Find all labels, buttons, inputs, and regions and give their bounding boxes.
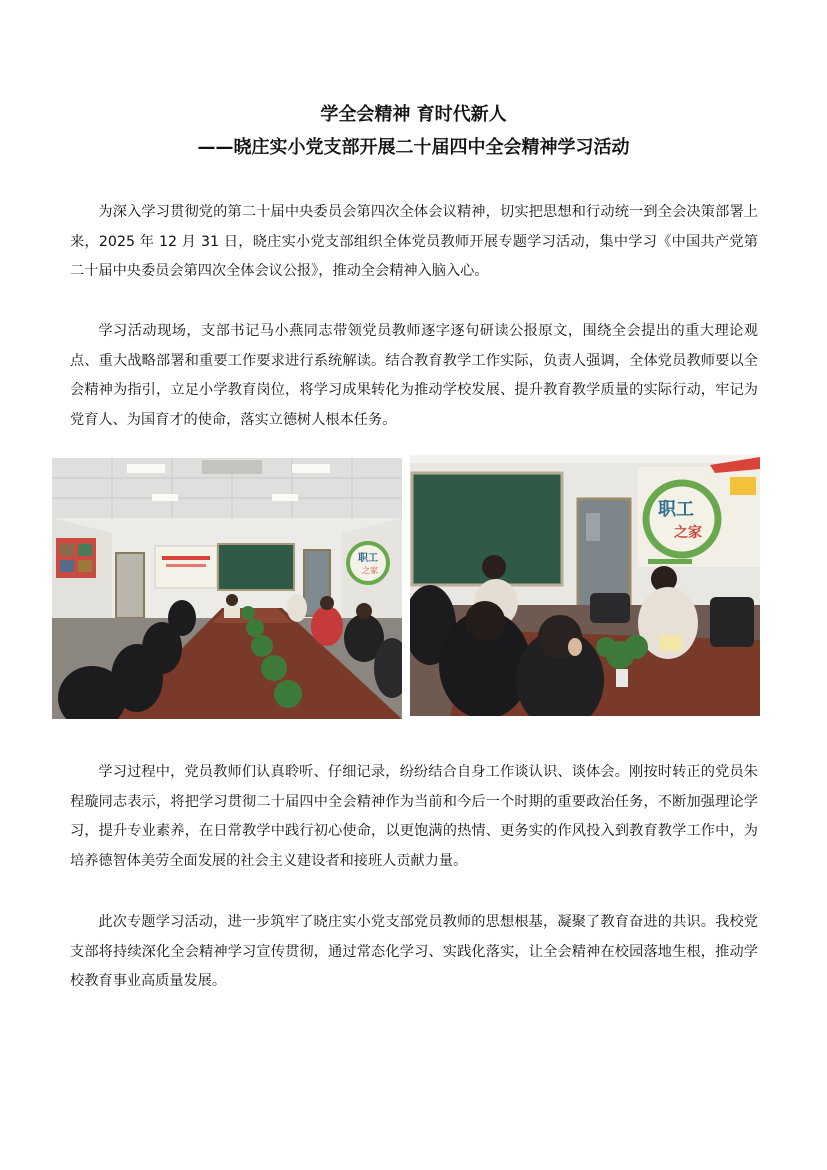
meeting-photo-2 (410, 455, 760, 716)
page-title-line1: 学全会精神 育时代新人 (320, 104, 507, 125)
meeting-photo-1 (52, 458, 402, 719)
paragraph-1: 为深入学习贯彻党的第二十届中央委员会第四次全体会议精神，切实把思想和行动统一到全会决策部署上来，2025 年 12 月 31 日，晓庄实小党支部组织全体党员教师开展专题学习活动，集中学习《中国共产党第二十届中央委员会第四次全体会议公报》，推动全会精神入脑入心。 (70, 204, 758, 279)
paragraph-3: 学习过程中，党员教师们认真聆听、仔细记录，纷纷结合自身工作谈认识、谈体会。刚按时转正的党员朱程璇同志表示，将把学习贯彻二十届四中全会精神作为当前和今后一个时期的重要政治任务，不断加强理论学习，提升专业素养，在日常教学中践行初心使命，以更饱满的热情、更务实的作风投入到教育教学工作中，为培养德智体美劳全面发展的社会主义建设者和接班人贡献力量。 (70, 764, 758, 869)
paragraph-2: 学习活动现场，支部书记马小燕同志带领党员教师逐字逐句研读公报原文，围绕全会提出的重大理论观点、重大战略部署和重要工作要求进行系统解读。结合教育教学工作实际，负责人强调，全体党员教师要以全会精神为指引，立足小学教育岗位，将学习成果转化为推动学校发展、提升教育教学质量的实际行动，牢记为党育人、为国育才的使命，落实立德树人根本任务。 (70, 323, 758, 428)
paragraph-4: 此次专题学习活动，进一步筑牢了晓庄实小党支部党员教师的思想根基，凝聚了教育奋进的共识。我校党支部将持续深化全会精神学习宣传贯彻，通过常态化学习、实践化落实，让全会精神在校园落地生根，推动学校教育事业高质量发展。 (70, 914, 758, 989)
page-title-line2: ——晓庄实小党支部开展二十届四中全会精神学习活动 (197, 137, 630, 158)
photo1-sign-line1: 职工 (358, 553, 378, 564)
photo2-sign-line1: 职工 (658, 499, 694, 520)
photo2-sign-line2: 之家 (674, 525, 702, 541)
photo1-sign-line2: 之家 (362, 566, 378, 575)
